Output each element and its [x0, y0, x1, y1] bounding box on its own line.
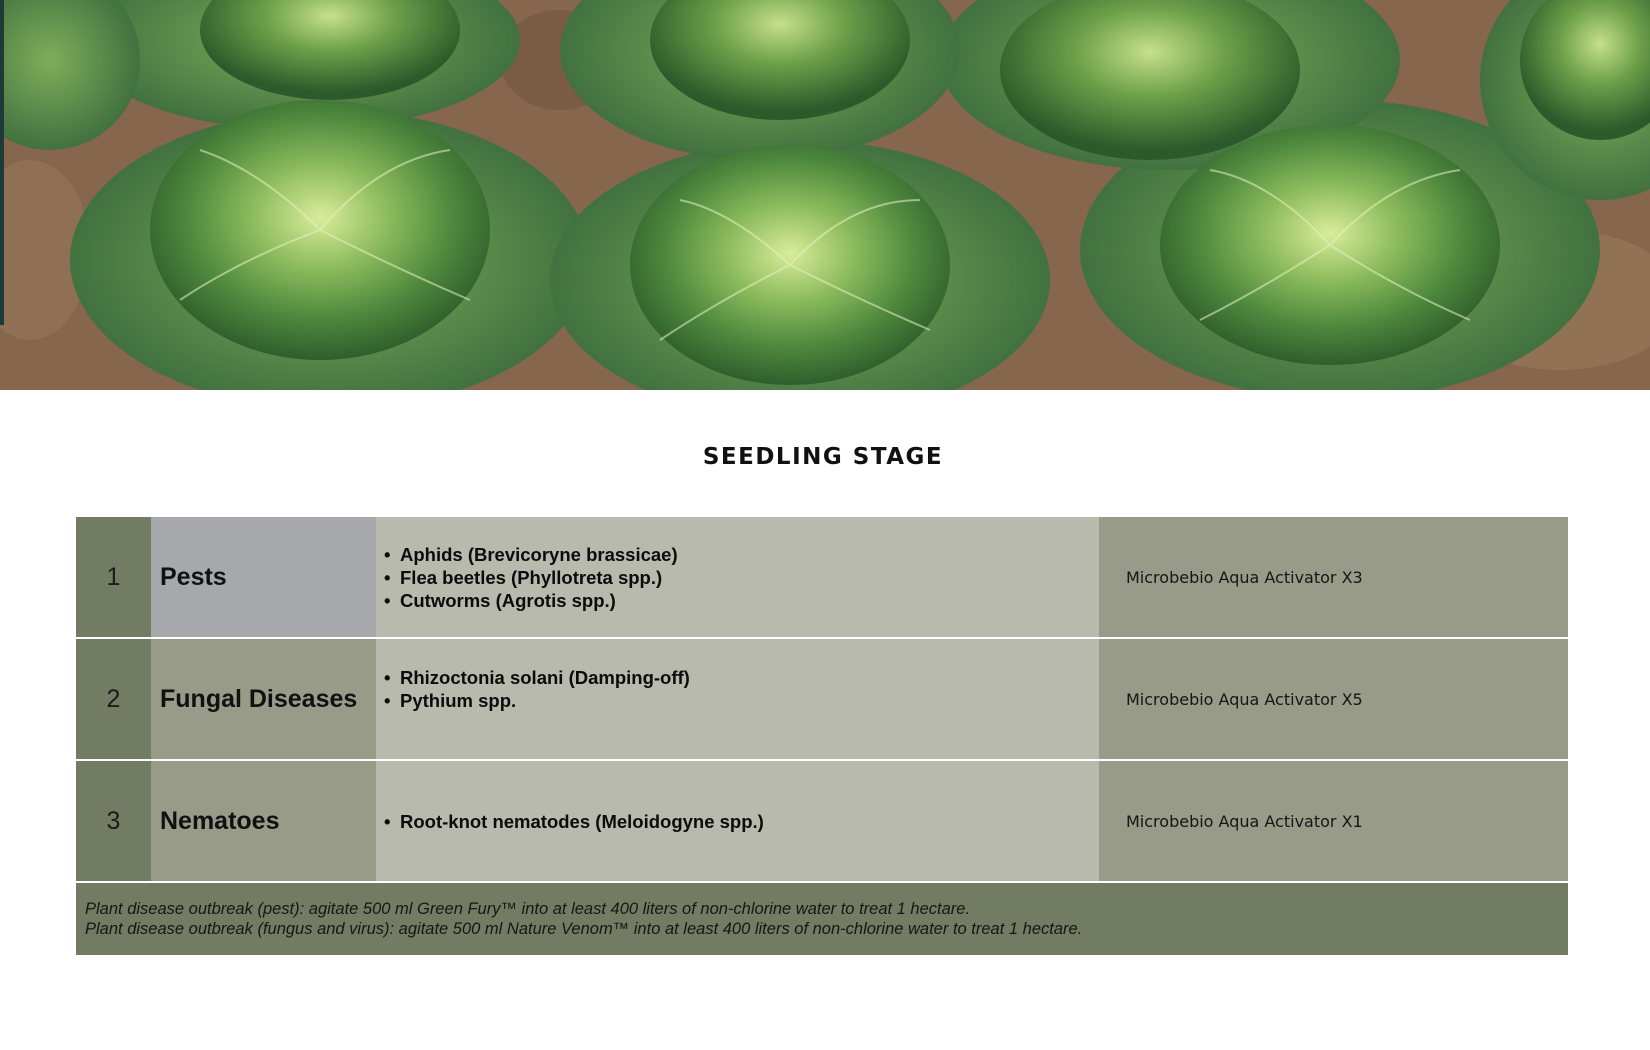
table-row [76, 639, 1568, 759]
dosage-notes [76, 883, 1568, 955]
table-row [76, 517, 1568, 637]
problem-list [376, 639, 1099, 759]
row-number: 2 [76, 639, 151, 759]
list-item-text: Pythium spp. [400, 690, 517, 711]
cabbage-field-illustration [0, 0, 1650, 390]
category-label: Nematoes [151, 761, 376, 881]
list-item-text: Flea beetles (Phyllotreta spp.) [400, 566, 663, 588]
photo-left-edge [0, 0, 4, 325]
list-item: • Flea beetles (Phyllotreta spp.) [384, 566, 663, 588]
note-fungus-virus: Plant disease outbreak (fungus and virus): agitate 500 ml Nature Venom™ into at least 400 liters of non-chlorine water to treat 1 hectare. [85, 920, 1083, 938]
product-name: Microbebio Aqua Activator X3 [1099, 517, 1568, 637]
category-label: Pests [151, 517, 376, 637]
list-item: • Pythium spp. [384, 690, 517, 711]
list-item: • Cutworms (Agrotis spp.) [384, 589, 616, 611]
treatment-table [76, 517, 1568, 955]
list-item-text: Cutworms (Agrotis spp.) [400, 589, 616, 611]
product-name: Microbebio Aqua Activator X5 [1099, 639, 1568, 759]
list-item-text: Rhizoctonia solani (Damping-off) [400, 667, 690, 688]
list-item: • Root-knot nematodes (Meloidogyne spp.) [384, 810, 764, 832]
list-item-text: Root-knot nematodes (Meloidogyne spp.) [400, 810, 764, 832]
hero-cabbage-photo [0, 0, 1650, 390]
row-number: 1 [76, 517, 151, 637]
note-pest: Plant disease outbreak (pest): agitate 500 ml Green Fury™ into at least 400 liters of non-chlorine water to treat 1 hectare. [85, 900, 971, 918]
row-number: 3 [76, 761, 151, 881]
list-item-text: Aphids (Brevicoryne brassicae) [400, 543, 678, 565]
problem-list [376, 761, 1099, 881]
table-row [76, 761, 1568, 881]
product-name: Microbebio Aqua Activator X1 [1099, 761, 1568, 881]
page-title: SEEDLING STAGE [702, 444, 944, 470]
list-item: • Rhizoctonia solani (Damping-off) [384, 667, 690, 688]
problem-list [376, 517, 1099, 637]
list-item: • Aphids (Brevicoryne brassicae) [384, 543, 678, 565]
category-label: Fungal Diseases [151, 639, 376, 759]
